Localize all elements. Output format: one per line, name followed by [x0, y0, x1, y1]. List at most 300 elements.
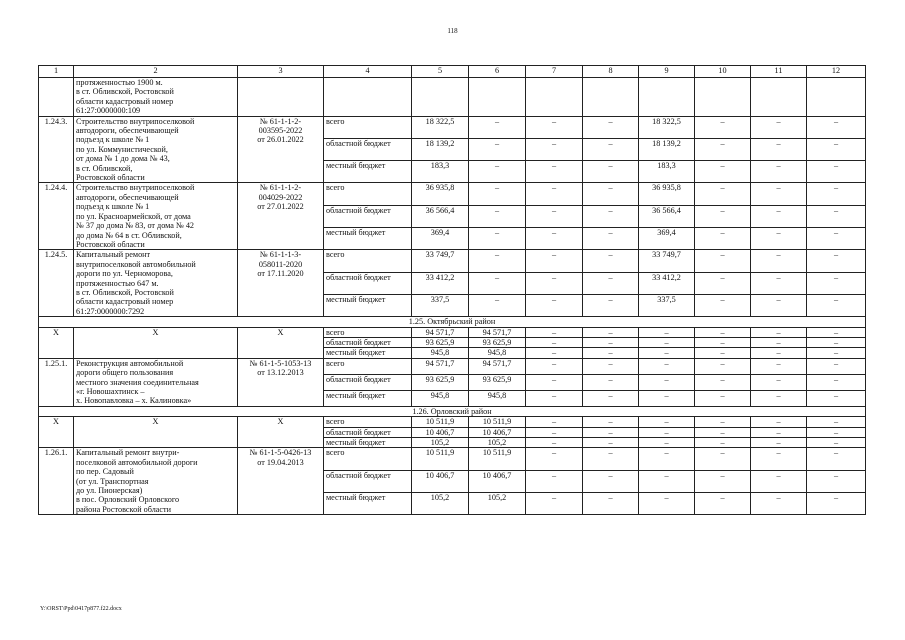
amount-cell: – [751, 390, 807, 406]
amount-cell: – [807, 294, 866, 316]
amount-cell: 183,3 [412, 161, 469, 183]
item-description [74, 250, 238, 317]
amount-cell: 18 139,2 [412, 138, 469, 160]
amount-cell: – [751, 427, 807, 437]
amount-cell: 18 139,2 [639, 138, 695, 160]
funding-source: всего [324, 448, 412, 470]
amount-cell: – [695, 272, 751, 294]
description-line: местного значения соединительная [76, 377, 199, 387]
funding-source: областной бюджет [324, 427, 412, 437]
amount-cell: – [639, 448, 695, 470]
amount-cell: 945,8 [412, 390, 469, 406]
description-line: 61:27:0000000:109 [76, 106, 141, 116]
amount-cell: – [751, 448, 807, 470]
item-description [74, 417, 238, 448]
permit-number [238, 183, 324, 250]
description-line: поселковой автомобильной дороги [76, 457, 198, 467]
amount-cell: – [526, 228, 583, 250]
amount-cell: – [695, 417, 751, 427]
amount-cell: 945,8 [469, 390, 526, 406]
amount-cell: – [751, 348, 807, 358]
permit-line: от 26.01.2022 [257, 135, 304, 145]
amount-cell: – [526, 161, 583, 183]
description-line: автодороги, обеспечивающей [76, 192, 179, 202]
empty-cell [751, 78, 807, 117]
amount-cell: – [807, 138, 866, 160]
amount-cell: – [583, 493, 639, 515]
funding-source: всего [324, 250, 412, 272]
column-header: 2 [74, 66, 238, 78]
amount-cell: 105,2 [469, 438, 526, 448]
column-header: 9 [639, 66, 695, 78]
amount-cell: – [695, 390, 751, 406]
funding-source: местный бюджет [324, 348, 412, 358]
amount-cell: – [469, 250, 526, 272]
amount-cell: – [639, 470, 695, 492]
description-line: подъезд к школе № 1 [76, 202, 150, 212]
description-line: дороги по ул. Черноморова, [76, 269, 173, 279]
amount-cell: – [751, 183, 807, 205]
amount-cell: 337,5 [639, 294, 695, 316]
amount-cell: 105,2 [469, 493, 526, 515]
description-line: подъезд к школе № 1 [76, 135, 150, 145]
amount-cell: – [526, 272, 583, 294]
description-line: Строительство внутрипоселковой [76, 183, 195, 193]
amount-cell: – [526, 205, 583, 227]
amount-cell: – [469, 205, 526, 227]
description-line: в ст. Обливской, [76, 163, 133, 173]
description-line: Капитальный ремонт внутри- [76, 448, 180, 458]
column-header: 4 [324, 66, 412, 78]
amount-cell: – [526, 438, 583, 448]
description-line: по ул. Коммунистической, [76, 144, 168, 154]
permit-line: 004029-2022 [258, 192, 303, 202]
funding-source: всего [324, 358, 412, 374]
budget-table [38, 65, 866, 515]
amount-cell: 36 935,8 [412, 183, 469, 205]
amount-cell: – [639, 390, 695, 406]
amount-cell: – [526, 358, 583, 374]
description-line: протяженностью 1900 м. [76, 78, 163, 87]
amount-cell: – [526, 116, 583, 138]
funding-source: местный бюджет [324, 390, 412, 406]
description-line: дороги общего пользования [76, 368, 174, 378]
amount-cell: – [695, 438, 751, 448]
description-line: Х [152, 417, 159, 427]
amount-cell: 10 406,7 [469, 427, 526, 437]
item-number: Х [39, 327, 74, 358]
permit-line: № 61-1-1-3- [259, 250, 302, 260]
column-header: 11 [751, 66, 807, 78]
funding-source: всего [324, 183, 412, 205]
empty-cell [695, 78, 751, 117]
item-number: 1.24.4. [39, 183, 74, 250]
amount-cell: – [751, 417, 807, 427]
amount-cell: – [526, 493, 583, 515]
funding-source: всего [324, 327, 412, 337]
amount-cell: – [695, 138, 751, 160]
amount-cell: – [526, 417, 583, 427]
permit-number [238, 250, 324, 317]
amount-cell: – [695, 161, 751, 183]
amount-cell: – [751, 228, 807, 250]
amount-cell: – [583, 417, 639, 427]
column-header: 8 [583, 66, 639, 78]
amount-cell: 10 511,9 [469, 448, 526, 470]
table-row [39, 358, 866, 374]
amount-cell: – [807, 417, 866, 427]
amount-cell: – [583, 348, 639, 358]
permit-line: от 27.01.2022 [257, 202, 304, 212]
funding-source: областной бюджет [324, 272, 412, 294]
amount-cell: – [751, 438, 807, 448]
amount-cell: – [695, 205, 751, 227]
amount-cell: – [583, 470, 639, 492]
amount-cell: – [583, 183, 639, 205]
column-header: 10 [695, 66, 751, 78]
description-line: х. Новопавловка – х. Калиновка» [76, 396, 192, 406]
funding-source: местный бюджет [324, 161, 412, 183]
amount-cell: – [807, 438, 866, 448]
column-header: 5 [412, 66, 469, 78]
amount-cell: – [469, 116, 526, 138]
amount-cell: 93 625,9 [412, 337, 469, 347]
amount-cell: – [807, 427, 866, 437]
amount-cell: 93 625,9 [412, 374, 469, 390]
permit-line: Х [277, 327, 284, 337]
description-line: автодороги, обеспечивающей [76, 126, 179, 136]
column-header: 6 [469, 66, 526, 78]
amount-cell: – [695, 448, 751, 470]
empty-cell [469, 78, 526, 117]
amount-cell: – [526, 183, 583, 205]
funding-source: местный бюджет [324, 294, 412, 316]
item-description [74, 183, 238, 250]
permit-line: № 61-1-1-2- [259, 183, 302, 193]
permit-number [238, 116, 324, 183]
permit-line: № 61-1-1-2- [259, 116, 302, 126]
table-row [39, 448, 866, 470]
amount-cell: – [807, 358, 866, 374]
description-line: от дома № 1 до дома № 43, [76, 154, 170, 164]
amount-cell: 36 566,4 [412, 205, 469, 227]
amount-cell: 33 412,2 [412, 272, 469, 294]
amount-cell: – [751, 205, 807, 227]
description-line: Реконструкция автомобильной [76, 358, 184, 368]
amount-cell: 93 625,9 [469, 374, 526, 390]
amount-cell: 94 571,7 [469, 358, 526, 374]
permit-line: от 13.12.2013 [257, 368, 304, 378]
amount-cell: – [807, 390, 866, 406]
empty-cell [412, 78, 469, 117]
permit-number [238, 327, 324, 358]
description-line: (от ул. Транспортная [76, 476, 149, 486]
funding-source: местный бюджет [324, 438, 412, 448]
table-row [39, 327, 866, 337]
description-line: Строительство внутрипоселковой [76, 116, 195, 126]
funding-source: местный бюджет [324, 493, 412, 515]
funding-source: областной бюджет [324, 470, 412, 492]
item-description [74, 327, 238, 358]
amount-cell: – [807, 493, 866, 515]
description-line: до ул. Пионерская) [76, 486, 143, 496]
description-line: «г. Новошахтинск – [76, 387, 145, 396]
amount-cell: – [807, 183, 866, 205]
amount-cell: – [526, 294, 583, 316]
item-number [39, 78, 74, 117]
amount-cell: – [526, 448, 583, 470]
item-number: 1.25.1. [39, 358, 74, 406]
amount-cell: – [526, 470, 583, 492]
amount-cell: 105,2 [412, 493, 469, 515]
empty-cell [526, 78, 583, 117]
amount-cell: – [526, 390, 583, 406]
column-header: 12 [807, 66, 866, 78]
amount-cell: – [807, 228, 866, 250]
description-line: 61:27:0000000:7292 [76, 306, 145, 316]
amount-cell: – [751, 337, 807, 347]
permit-number [238, 448, 324, 515]
item-number: 1.24.3. [39, 116, 74, 183]
table-row [39, 116, 866, 138]
amount-cell: – [751, 116, 807, 138]
description-line: № 37 до дома № 83, от дома № 42 [76, 221, 195, 231]
amount-cell: – [583, 205, 639, 227]
column-header: 1 [39, 66, 74, 78]
description-line: в ст. Обливской, Ростовской [76, 287, 174, 297]
amount-cell: 105,2 [412, 438, 469, 448]
description-line: по ул. Красноармейской, от дома [76, 211, 191, 221]
amount-cell: – [807, 116, 866, 138]
amount-cell: 18 322,5 [639, 116, 695, 138]
permit-line: 058011-2020 [258, 259, 303, 269]
amount-cell: 33 749,7 [639, 250, 695, 272]
amount-cell: – [469, 183, 526, 205]
amount-cell: – [695, 427, 751, 437]
amount-cell: – [807, 374, 866, 390]
amount-cell: – [807, 272, 866, 294]
funding-source: областной бюджет [324, 205, 412, 227]
description-line: района Ростовской области [76, 504, 172, 514]
permit-line: № 61-1-5-1053-13 [249, 358, 312, 368]
amount-cell: 94 571,7 [469, 327, 526, 337]
amount-cell: – [583, 337, 639, 347]
description-line: Х [152, 327, 159, 337]
empty-cell [324, 78, 412, 117]
permit-line: Х [277, 417, 284, 427]
amount-cell: – [695, 358, 751, 374]
amount-cell: – [469, 138, 526, 160]
amount-cell: – [639, 374, 695, 390]
amount-cell: – [695, 348, 751, 358]
amount-cell: – [751, 470, 807, 492]
description-line: Капитальный ремонт [76, 250, 151, 260]
funding-source: всего [324, 116, 412, 138]
amount-cell: – [751, 374, 807, 390]
table-body [39, 66, 866, 515]
item-description [74, 448, 238, 515]
amount-cell: – [639, 438, 695, 448]
amount-cell: – [695, 374, 751, 390]
amount-cell: – [526, 138, 583, 160]
amount-cell: – [807, 250, 866, 272]
page-number: 118 [447, 27, 458, 35]
item-description [74, 78, 238, 117]
amount-cell: – [695, 250, 751, 272]
item-description [74, 116, 238, 183]
funding-source: областной бюджет [324, 374, 412, 390]
permit-line: от 19.04.2013 [257, 457, 304, 467]
amount-cell: – [751, 327, 807, 337]
description-line: до дома № 64 в ст. Обливской, [76, 230, 182, 240]
amount-cell: – [639, 427, 695, 437]
amount-cell: – [695, 116, 751, 138]
column-header: 7 [526, 66, 583, 78]
amount-cell: – [526, 327, 583, 337]
table-row [39, 250, 866, 272]
amount-cell: – [639, 348, 695, 358]
permit-number [238, 78, 324, 117]
amount-cell: – [807, 205, 866, 227]
amount-cell: – [583, 272, 639, 294]
amount-cell: – [639, 417, 695, 427]
amount-cell: – [583, 116, 639, 138]
section-row [39, 406, 866, 416]
section-row [39, 317, 866, 327]
description-line: области кадастровый номер [76, 297, 174, 307]
item-number: 1.24.5. [39, 250, 74, 317]
table-row [39, 417, 866, 427]
amount-cell: – [695, 470, 751, 492]
amount-cell: 945,8 [469, 348, 526, 358]
amount-cell: – [807, 337, 866, 347]
amount-cell: – [695, 183, 751, 205]
amount-cell: – [583, 250, 639, 272]
amount-cell: – [583, 374, 639, 390]
amount-cell: – [751, 250, 807, 272]
amount-cell: – [583, 228, 639, 250]
amount-cell: – [526, 348, 583, 358]
funding-source: областной бюджет [324, 138, 412, 160]
footer-file-path: Y:\ORST\Ppd\0417p877.f22.docx [40, 606, 122, 612]
amount-cell: – [695, 294, 751, 316]
amount-cell: – [751, 138, 807, 160]
amount-cell: 369,4 [412, 228, 469, 250]
amount-cell: – [583, 327, 639, 337]
amount-cell: – [469, 161, 526, 183]
description-line: Ростовской области [76, 173, 145, 183]
permit-number [238, 358, 324, 406]
section-title: 1.26. Орловский район [39, 406, 866, 416]
amount-cell: – [583, 161, 639, 183]
amount-cell: 94 571,7 [412, 358, 469, 374]
amount-cell: – [526, 337, 583, 347]
amount-cell: 36 566,4 [639, 205, 695, 227]
amount-cell: – [526, 427, 583, 437]
amount-cell: – [751, 161, 807, 183]
permit-line: 003595-2022 [258, 126, 303, 136]
amount-cell: – [751, 272, 807, 294]
table-row [39, 78, 866, 117]
amount-cell: 36 935,8 [639, 183, 695, 205]
amount-cell: – [583, 448, 639, 470]
amount-cell: 369,4 [639, 228, 695, 250]
empty-cell [639, 78, 695, 117]
amount-cell: – [639, 358, 695, 374]
funding-source: местный бюджет [324, 228, 412, 250]
amount-cell: 33 412,2 [639, 272, 695, 294]
description-line: внутрипоселковой автомобильной [76, 259, 196, 269]
amount-cell: – [807, 348, 866, 358]
column-header: 3 [238, 66, 324, 78]
amount-cell: 10 406,7 [412, 470, 469, 492]
amount-cell: 94 571,7 [412, 327, 469, 337]
description-line: в пос. Орловский Орловского [76, 495, 180, 505]
amount-cell: – [695, 337, 751, 347]
amount-cell: – [807, 161, 866, 183]
amount-cell: – [639, 337, 695, 347]
amount-cell: 10 511,9 [469, 417, 526, 427]
permit-line: от 17.11.2020 [257, 269, 304, 279]
amount-cell: 33 749,7 [412, 250, 469, 272]
column-number-header-row [39, 66, 866, 78]
amount-cell: 18 322,5 [412, 116, 469, 138]
amount-cell: – [751, 493, 807, 515]
amount-cell: – [526, 374, 583, 390]
amount-cell: 10 511,9 [412, 417, 469, 427]
description-line: Ростовской области [76, 239, 145, 249]
amount-cell: – [807, 470, 866, 492]
amount-cell: – [807, 327, 866, 337]
item-number: 1.26.1. [39, 448, 74, 515]
description-line: по пер. Садовый [76, 467, 134, 477]
amount-cell: 93 625,9 [469, 337, 526, 347]
description-line: протяженностью 647 м. [76, 278, 159, 288]
amount-cell: – [583, 390, 639, 406]
amount-cell: – [583, 438, 639, 448]
amount-cell: – [695, 228, 751, 250]
amount-cell: 337,5 [412, 294, 469, 316]
amount-cell: 945,8 [412, 348, 469, 358]
amount-cell: – [751, 294, 807, 316]
permit-number [238, 417, 324, 448]
amount-cell: – [695, 327, 751, 337]
description-line: в ст. Обливской, Ростовской [76, 87, 174, 97]
amount-cell: – [751, 358, 807, 374]
amount-cell: 183,3 [639, 161, 695, 183]
amount-cell: – [469, 294, 526, 316]
amount-cell: – [639, 493, 695, 515]
amount-cell: 10 406,7 [469, 470, 526, 492]
item-number: Х [39, 417, 74, 448]
amount-cell: – [583, 138, 639, 160]
item-description [74, 358, 238, 406]
empty-cell [583, 78, 639, 117]
funding-source: всего [324, 417, 412, 427]
amount-cell: – [807, 448, 866, 470]
table-row [39, 183, 866, 205]
amount-cell: 10 511,9 [412, 448, 469, 470]
amount-cell: – [526, 250, 583, 272]
amount-cell: – [583, 358, 639, 374]
amount-cell: – [469, 228, 526, 250]
amount-cell: 10 406,7 [412, 427, 469, 437]
amount-cell: – [469, 272, 526, 294]
permit-line: № 61-1-5-0426-13 [249, 448, 312, 458]
section-title: 1.25. Октябрьский район [39, 317, 866, 327]
amount-cell: – [583, 427, 639, 437]
amount-cell: – [583, 294, 639, 316]
